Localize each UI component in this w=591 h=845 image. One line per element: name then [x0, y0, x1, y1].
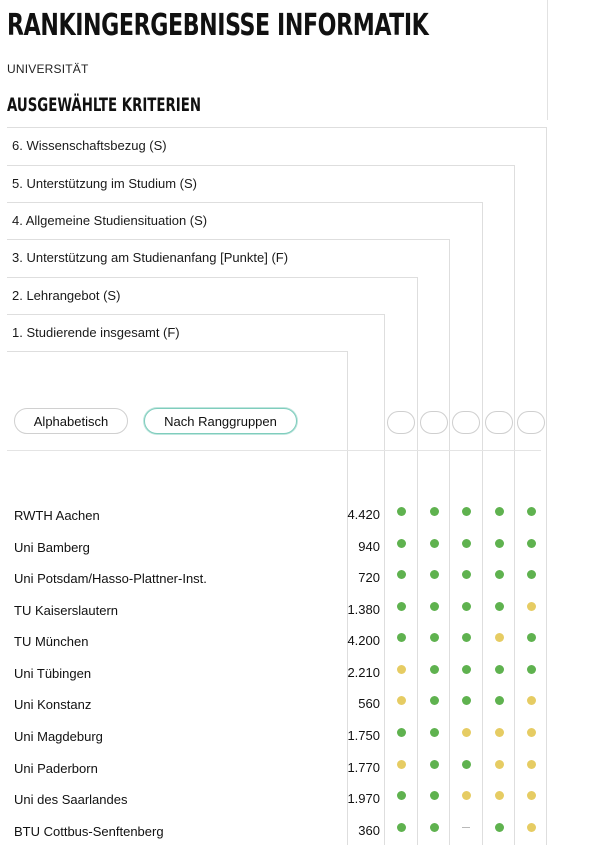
students-count: 1.380 [347, 602, 380, 617]
column-sort-button-4[interactable] [452, 411, 480, 434]
sort-alphabetical-button[interactable] [14, 408, 128, 434]
column-sort-button-2[interactable] [387, 411, 415, 434]
top-group-dot [462, 760, 471, 769]
students-count: 4.200 [347, 633, 380, 648]
middle-group-dot [527, 728, 536, 737]
column-sort-button-3[interactable] [420, 411, 448, 434]
students-count: 2.210 [347, 665, 380, 680]
top-group-dot [430, 507, 439, 516]
top-group-dot [495, 507, 504, 516]
table-divider [7, 450, 541, 451]
middle-group-dot [495, 791, 504, 800]
students-count: 4.420 [347, 507, 380, 522]
top-group-dot [430, 602, 439, 611]
top-group-dot [397, 728, 406, 737]
top-group-dot [462, 507, 471, 516]
criterion-label: 6. Wissenschaftsbezug (S) [12, 138, 167, 153]
students-count: 1.770 [347, 760, 380, 775]
top-group-dot [495, 539, 504, 548]
sort-ranggruppen-label: Nach Ranggruppen [164, 413, 277, 429]
page-divider [547, 0, 548, 120]
middle-group-dot [397, 760, 406, 769]
top-group-dot [397, 823, 406, 832]
students-count: 1.750 [347, 728, 380, 743]
criterion-label: 2. Lehrangebot (S) [12, 288, 121, 303]
top-group-dot [397, 507, 406, 516]
university-name[interactable]: Uni Konstanz [14, 697, 92, 712]
top-group-dot [462, 665, 471, 674]
top-group-dot [462, 570, 471, 579]
top-group-dot [495, 696, 504, 705]
page-subtitle: UNIVERSITÄT [7, 62, 89, 76]
middle-group-dot [527, 791, 536, 800]
top-group-dot [495, 665, 504, 674]
middle-group-dot [397, 696, 406, 705]
column-sort-button-6[interactable] [517, 411, 545, 434]
top-group-dot [462, 602, 471, 611]
university-name[interactable]: Uni Potsdam/Hasso-Plattner-Inst. [14, 571, 207, 586]
university-name[interactable]: Uni Bamberg [14, 540, 90, 555]
top-group-dot [397, 570, 406, 579]
section-heading: AUSGEWÄHLTE KRITERIEN [7, 94, 202, 116]
top-group-dot [397, 602, 406, 611]
middle-group-dot [495, 728, 504, 737]
top-group-dot [527, 507, 536, 516]
top-group-dot [397, 791, 406, 800]
top-group-dot [430, 791, 439, 800]
university-name[interactable]: Uni Magdeburg [14, 729, 103, 744]
students-count: 940 [358, 539, 380, 554]
top-group-dot [495, 602, 504, 611]
top-group-dot [495, 570, 504, 579]
top-group-dot [495, 823, 504, 832]
top-group-dot [462, 696, 471, 705]
middle-group-dot [527, 823, 536, 832]
middle-group-dot [462, 728, 471, 737]
students-count: 360 [358, 823, 380, 838]
top-group-dot [397, 633, 406, 642]
top-group-dot [430, 823, 439, 832]
students-count: 1.970 [347, 791, 380, 806]
top-group-dot [397, 539, 406, 548]
middle-group-dot [462, 791, 471, 800]
top-group-dot [527, 539, 536, 548]
top-group-dot [527, 570, 536, 579]
top-group-dot [430, 696, 439, 705]
sort-alphabetical-label: Alphabetisch [33, 413, 109, 429]
top-group-dot [430, 665, 439, 674]
criterion-label: 3. Unterstützung am Studienanfang [Punkte] (F) [12, 250, 289, 265]
top-group-dot [462, 633, 471, 642]
middle-group-dot [495, 760, 504, 769]
top-group-dot [430, 539, 439, 548]
criterion-label: 5. Unterstützung im Studium (S) [12, 176, 197, 191]
university-name[interactable]: TU München [14, 634, 89, 649]
university-name[interactable]: Uni des Saarlandes [14, 792, 128, 807]
criterion-label: 1. Studierende insgesamt (F) [12, 325, 180, 340]
page-title: RANKINGERGEBNISSE INFORMATIK [7, 8, 429, 43]
top-group-dot [527, 665, 536, 674]
university-name[interactable]: Uni Paderborn [14, 761, 98, 776]
university-name[interactable]: RWTH Aachen [14, 508, 100, 523]
middle-group-dot [495, 633, 504, 642]
top-group-dot [430, 633, 439, 642]
university-name[interactable]: TU Kaiserslautern [14, 603, 119, 618]
criterion-label: 4. Allgemeine Studiensituation (S) [12, 213, 208, 228]
column-sort-button-5[interactable] [485, 411, 513, 434]
top-group-dot [430, 728, 439, 737]
no-data-dash [462, 827, 470, 828]
sort-ranggruppen-button[interactable] [144, 408, 297, 434]
university-name[interactable]: Uni Tübingen [14, 666, 92, 681]
university-name[interactable]: BTU Cottbus-Senftenberg [14, 824, 164, 839]
top-group-dot [462, 539, 471, 548]
middle-group-dot [527, 760, 536, 769]
top-group-dot [430, 570, 439, 579]
students-count: 560 [358, 696, 380, 711]
middle-group-dot [397, 665, 406, 674]
top-group-dot [430, 760, 439, 769]
middle-group-dot [527, 696, 536, 705]
middle-group-dot [527, 602, 536, 611]
top-group-dot [527, 633, 536, 642]
students-count: 720 [358, 570, 380, 585]
